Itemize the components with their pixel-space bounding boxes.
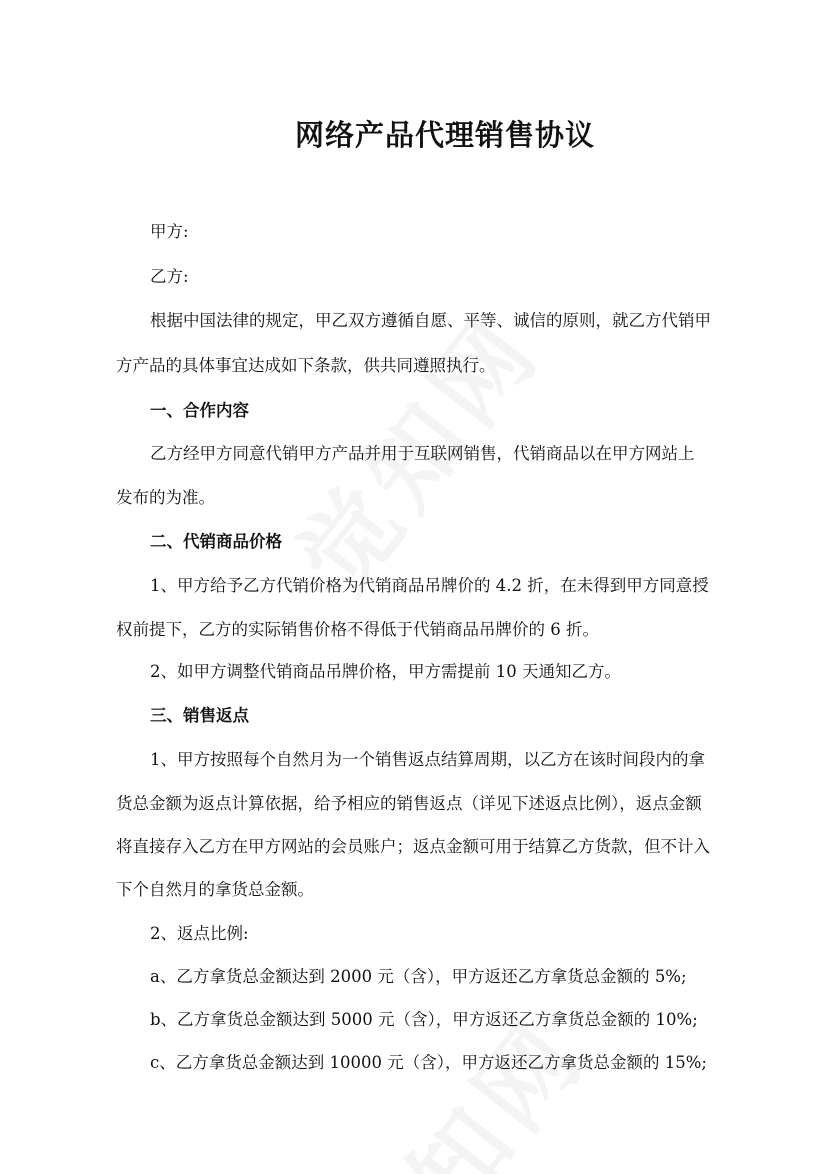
intro-paragraph-line: 根据中国法律的规定，甲乙双方遵循自愿、平等、诚信的原则，就乙方代销甲 <box>150 311 711 330</box>
section2-item2: 2、如甲方调整代销商品吊牌价格，甲方需提前 10 天通知乙方。 <box>150 662 621 681</box>
section-heading-cooperation: 一、合作内容 <box>150 401 249 420</box>
section2-item1-line: 1、甲方给予乙方代销价格为代销商品吊牌价的 4.2 折，在未得到甲方同意授 <box>150 576 709 595</box>
section3-item2: 2、返点比例: <box>150 924 249 943</box>
section-heading-rebate: 三、销售返点 <box>150 706 249 725</box>
intro-paragraph-line: 方产品的具体事宜达成如下条款，供共同遵照执行。 <box>116 356 496 375</box>
document-title: 网络产品代理销售协议 <box>294 118 595 152</box>
section1-paragraph-line: 发布的为准。 <box>116 488 215 507</box>
rebate-rate-a: a、乙方拿货总金额达到 2000 元（含），甲方返还乙方拿货总金额的 5%; <box>150 967 687 986</box>
section1-paragraph-line: 乙方经甲方同意代销甲方产品并用于互联网销售，代销商品以在甲方网站上 <box>150 444 695 463</box>
rebate-rate-c: c、乙方拿货总金额达到 10000 元（含），甲方返还乙方拿货总金额的 15%; <box>150 1053 707 1072</box>
rebate-rate-b: b、乙方拿货总金额达到 5000 元（含），甲方返还乙方拿货总金额的 10%; <box>150 1010 698 1029</box>
section2-item1-line: 权前提下，乙方的实际销售价格不得低于代销商品吊牌价的 6 折。 <box>116 620 599 639</box>
section3-item1-line: 1、甲方按照每个自然月为一个销售返点结算周期，以乙方在该时间段内的拿 <box>150 750 705 769</box>
section-heading-price: 二、代销商品价格 <box>150 532 282 551</box>
section3-item1-line: 货总金额为返点计算依据，给予相应的销售返点（详见下述返点比例），返点金额 <box>116 794 702 813</box>
section3-item1-line: 下个自然月的拿货总金额。 <box>116 880 314 899</box>
party-a-label: 甲方: <box>150 222 189 241</box>
section3-item1-line: 将直接存入乙方在甲方网站的会员账户；返点金额可用于结算乙方货款，但不计入 <box>116 837 710 856</box>
party-b-label: 乙方: <box>150 267 189 286</box>
